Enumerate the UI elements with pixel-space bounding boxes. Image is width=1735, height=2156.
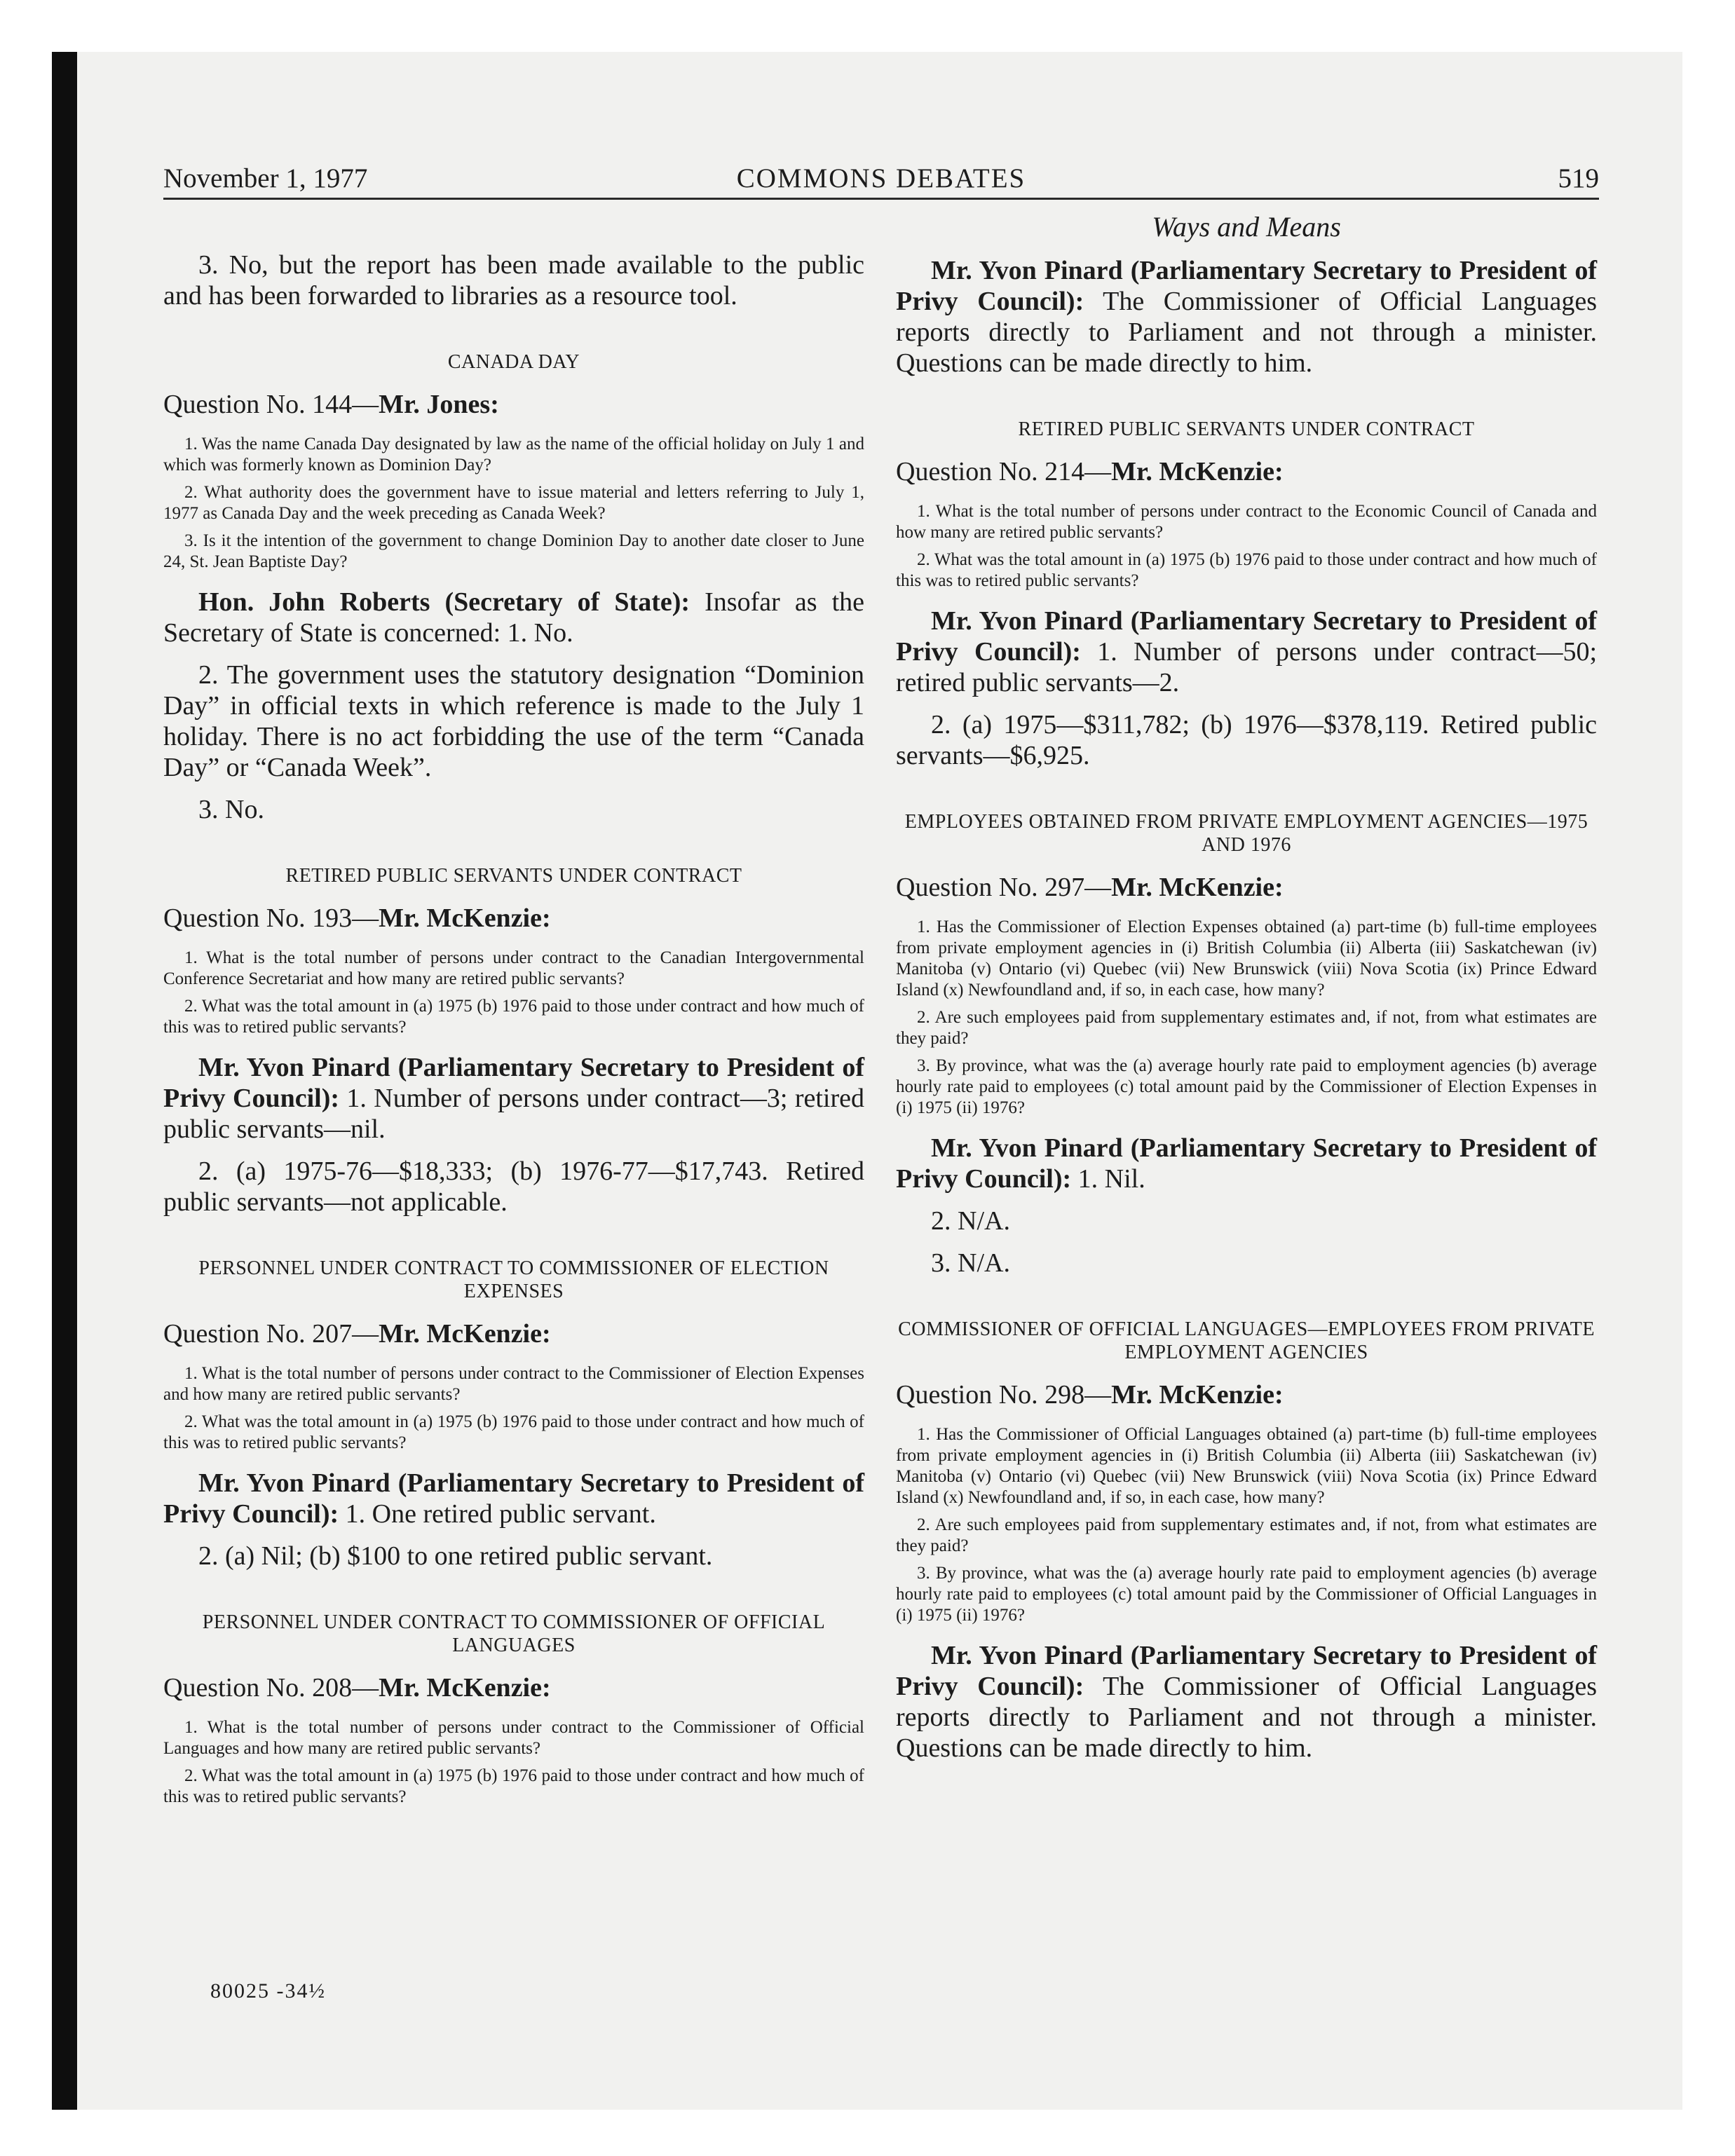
question-text: 2. What was the total amount in (a) 1975 (b) 1976 paid to those under contract and how much of this was to retired public servants? (163, 1766, 864, 1806)
answer-paragraph: 2. N/A. (931, 1206, 1010, 1236)
question-number: Question No. 214—Mr. McKenzie: (896, 457, 1284, 486)
answer-paragraph: 2. (a) Nil; (b) $100 to one retired public servant. (198, 1541, 713, 1571)
question-text: 2. Are such employees paid from supplementary estimates and, if not, from what estimates are they paid? (896, 1008, 1597, 1048)
question-number: Question No. 207—Mr. McKenzie: (163, 1319, 551, 1349)
section-question-193 (163, 864, 864, 1217)
answer-paragraph: Mr. Yvon Pinard (Parliamentary Secretary to President of Privy Council): 1. Number of persons under contract—3; retired public servants—nil. (163, 1053, 865, 1144)
question-number: Question No. 144—Mr. Jones: (163, 390, 499, 419)
question-text: 1. Was the name Canada Day designated by law as the name of the official holiday on July 1 and which was formerly known as Dominion Day? (163, 435, 864, 475)
answer-paragraph: 2. (a) 1975—$311,782; (b) 1976—$378,119. Retired public servants—$6,925. (896, 710, 1597, 770)
question-number: Question No. 297—Mr. McKenzie: (896, 873, 1284, 902)
member-name: Mr. McKenzie: (1111, 873, 1284, 902)
question-text: 1. What is the total number of persons under contract to the Commissioner of Election Expenses and how many are retired public servants? (163, 1364, 864, 1404)
column-title: Ways and Means (1152, 211, 1341, 243)
question-text: 1. What is the total number of persons under contract to the Commissioner of Official Languages and how many are retired public servants? (163, 1718, 864, 1758)
speaker-name: Mr. Yvon Pinard (Parliamentary Secretary to President of Privy Council): (163, 1053, 864, 1113)
section-heading: PERSONNEL UNDER CONTRACT TO COMMISSIONER OF ELECTION EXPENSES (198, 1257, 829, 1302)
question-text: 2. What was the total amount in (a) 1975 (b) 1976 paid to those under contract and how much of this was to retired public servants? (163, 997, 864, 1037)
speaker-name: Mr. Yvon Pinard (Parliamentary Secretary to President of Privy Council): (896, 606, 1597, 667)
section-question-297 (896, 810, 1597, 1278)
question-text: 2. What was the total amount in (a) 1975 (b) 1976 paid to those under contract and how much of this was to retired public servants? (896, 550, 1597, 590)
question-text: 2. Are such employees paid from supplementary estimates and, if not, from what estimates are they paid? (896, 1515, 1597, 1555)
header-page-number: 519 (1558, 163, 1599, 193)
speaker-name: Hon. John Roberts (Secretary of State): (198, 587, 690, 617)
speaker-name: Mr. Yvon Pinard (Parliamentary Secretary to President of Privy Council): (896, 1641, 1597, 1701)
page-header (163, 163, 1599, 200)
speaker-name: Mr. Yvon Pinard (Parliamentary Secretary to President of Privy Council): (163, 1468, 864, 1529)
question-number: Question No. 208—Mr. McKenzie: (163, 1673, 551, 1703)
section-heading: EMPLOYEES OBTAINED FROM PRIVATE EMPLOYMENT AGENCIES—1975 AND 1976 (904, 811, 1588, 856)
section-heading: CANADA DAY (447, 351, 580, 373)
answer-paragraph: 2. (a) 1975-76—$18,333; (b) 1976-77—$17,743. Retired public servants—not applicable. (163, 1157, 864, 1217)
answer-paragraph: 3. No. (198, 795, 264, 824)
member-name: Mr. McKenzie: (379, 1319, 551, 1349)
speaker-name: Mr. Yvon Pinard (Parliamentary Secretary to President of Privy Council): (896, 1133, 1597, 1194)
section-question-207 (163, 1257, 864, 1571)
section-heading: RETIRED PUBLIC SERVANTS UNDER CONTRACT (1018, 418, 1475, 440)
answer-paragraph: 3. No, but the report has been made available to the public and has been forwarded to libraries as a resource tool. (163, 250, 864, 311)
question-text: 1. Has the Commissioner of Election Expenses obtained (a) part-time (b) full-time employees from private employment agencies in (i) British Columbia (ii) Alberta (iii) Saskatchewan (iv) Manitoba (v) Ontario (vi) Quebec (vii) New Brunswick (viii) Nova Scotia (ix) Prince Edward Island (x) Newfoundland and, if so, in each case, how many? (896, 917, 1597, 999)
section-heading: PERSONNEL UNDER CONTRACT TO COMMISSIONER OF OFFICIAL LANGUAGES (202, 1611, 826, 1656)
member-name: Mr. McKenzie: (379, 1673, 551, 1703)
section-question-298 (896, 1318, 1597, 1763)
speaker-name: Mr. Yvon Pinard (Parliamentary Secretary to President of Privy Council): (896, 256, 1597, 316)
question-text: 2. What authority does the government have to issue material and letters referring to July 1, 1977 as Canada Day and the week preceding as Canada Week? (163, 483, 864, 523)
header-date: November 1, 1977 (163, 163, 368, 193)
section-heading: RETIRED PUBLIC SERVANTS UNDER CONTRACT (285, 865, 742, 887)
question-text: 3. By province, what was the (a) average hourly rate paid to employment agencies (b) average hourly rate paid to employees (c) total amount paid by the Commissioner of Official Languages in (i) 1975 (ii) 1976? (896, 1564, 1597, 1625)
answer-paragraph: Mr. Yvon Pinard (Parliamentary Secretary to President of Privy Council): The Commissioner of Official Languages reports directly to Parliament and not through a minister. Questions can be made directly to him. (896, 256, 1597, 378)
member-name: Mr. Jones: (379, 390, 499, 419)
section-question-208 (163, 1611, 864, 1808)
answer-paragraph: 2. The government uses the statutory designation “Dominion Day” in official texts in which reference is made to the July 1 holiday. There is no act forbidding the use of the term “Canada Day” or “Canada Week”. (163, 660, 864, 782)
section-question-214 (896, 418, 1597, 771)
member-name: Mr. McKenzie: (379, 903, 551, 933)
question-text: 1. What is the total number of persons under contract to the Canadian Intergovernmental Conference Secretariat and how many are retired public servants? (163, 948, 864, 988)
section-canada-day (163, 350, 864, 825)
question-text: 2. What was the total amount in (a) 1975 (b) 1976 paid to those under contract and how much of this was to retired public servants? (163, 1412, 864, 1452)
left-column (163, 210, 864, 1814)
question-text: 3. By province, what was the (a) average hourly rate paid to employment agencies (b) average hourly rate paid to employees (c) total amount paid by the Commissioner of Election Expenses in (i) 1975 (ii) 1976? (896, 1056, 1597, 1117)
question-number: Question No. 193—Mr. McKenzie: (163, 903, 551, 933)
section-heading: COMMISSIONER OF OFFICIAL LANGUAGES—EMPLOYEES FROM PRIVATE EMPLOYMENT AGENCIES (898, 1318, 1595, 1363)
question-text: 1. What is the total number of persons under contract to the Economic Council of Canada and how many are retired public servants? (896, 502, 1597, 542)
answer-paragraph: Hon. John Roberts (Secretary of State): Insofar as the Secretary of State is concerned: 1. No. (163, 587, 864, 648)
answer-paragraph: Mr. Yvon Pinard (Parliamentary Secretary to President of Privy Council): 1. Number of persons under contract—50; retired public servants—2. (896, 606, 1598, 697)
answer-paragraph: Mr. Yvon Pinard (Parliamentary Secretary to President of Privy Council): The Commissioner of Official Languages reports directly to Parliament and not through a minister. Questions can be made directly to him. (896, 1641, 1597, 1763)
answer-paragraph: Mr. Yvon Pinard (Parliamentary Secretary to President of Privy Council): 1. One retired public servant. (163, 1468, 864, 1529)
member-name: Mr. McKenzie: (1111, 457, 1284, 486)
answer-paragraph: 3. N/A. (931, 1248, 1010, 1278)
question-text: 3. Is it the intention of the government to change Dominion Day to another date closer to June 24, St. Jean Baptiste Day? (163, 531, 864, 571)
question-number: Question No. 298—Mr. McKenzie: (896, 1380, 1284, 1410)
member-name: Mr. McKenzie: (1111, 1380, 1284, 1410)
right-column (896, 210, 1597, 1775)
question-text: 1. Has the Commissioner of Official Languages obtained (a) part-time (b) full-time employees from private employment agencies in (i) British Columbia (ii) Alberta (iii) Saskatchewan (iv) Manitoba (v) Ontario (vi) Quebec (vii) New Brunswick (viii) Nova Scotia (ix) Prince Edward Island (x) Newfoundland and, if so, in each case, how many? (896, 1425, 1597, 1507)
header-title: COMMONS DEBATES (736, 163, 1026, 193)
scan-edge (52, 52, 77, 2110)
footer-code: 80025 -34½ (210, 1979, 326, 2003)
answer-paragraph: Mr. Yvon Pinard (Parliamentary Secretary to President of Privy Council): 1. Nil. (896, 1133, 1597, 1194)
